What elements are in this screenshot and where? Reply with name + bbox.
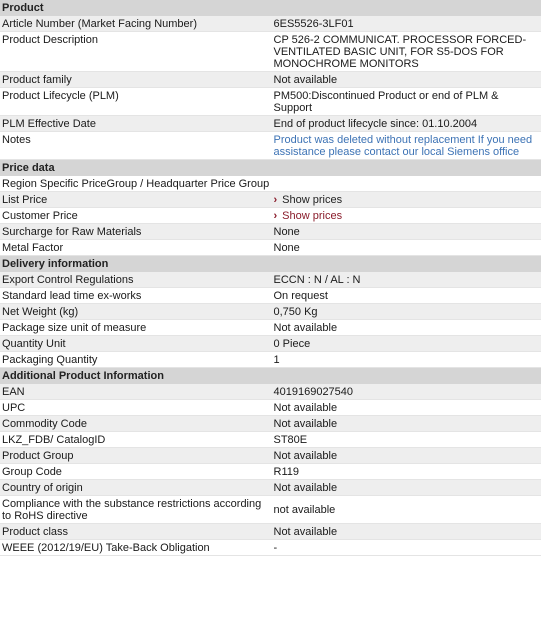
row-value: 6ES5526-3LF01 (271, 16, 541, 32)
row-product-description (0, 32, 541, 72)
row-value: None (271, 224, 541, 240)
section-header-additional (0, 368, 541, 385)
row-ean (0, 384, 541, 400)
section-title: Product (0, 0, 541, 16)
row-packaging-quantity (0, 352, 541, 368)
row-export-control (0, 272, 541, 288)
row-product-lifecycle (0, 88, 541, 116)
row-value: ST80E (271, 432, 541, 448)
row-label: Country of origin (0, 480, 271, 496)
row-product-family (0, 72, 541, 88)
row-value: 0,750 Kg (271, 304, 541, 320)
row-article-number (0, 16, 541, 32)
section-title: Price data (0, 160, 541, 177)
row-value: 4019169027540 (271, 384, 541, 400)
row-commodity-code (0, 416, 541, 432)
row-value: Not available (271, 72, 541, 88)
row-label: Product family (0, 72, 271, 88)
row-label: Surcharge for Raw Materials (0, 224, 271, 240)
row-value: None (271, 240, 541, 256)
row-value: Not available (271, 480, 541, 496)
row-label: Export Control Regulations (0, 272, 271, 288)
row-value: 0 Piece (271, 336, 541, 352)
row-value: On request (271, 288, 541, 304)
row-product-group (0, 448, 541, 464)
row-value: ECCN : N / AL : N (271, 272, 541, 288)
row-label: Article Number (Market Facing Number) (0, 16, 271, 32)
row-value: R119 (271, 464, 541, 480)
row-rohs-compliance (0, 496, 541, 524)
row-weee (0, 540, 541, 556)
row-label: Product Lifecycle (PLM) (0, 88, 271, 116)
row-label: Product Description (0, 32, 271, 72)
row-label: UPC (0, 400, 271, 416)
row-value: not available (271, 496, 541, 524)
row-net-weight (0, 304, 541, 320)
chevron-right-icon: › (273, 194, 278, 206)
section-header-delivery (0, 256, 541, 273)
row-value: End of product lifecycle since: 01.10.2004 (271, 116, 541, 132)
row-label: Region Specific PriceGroup / Headquarter Price Group (0, 176, 541, 192)
row-value: Not available (271, 400, 541, 416)
row-value: Not available (271, 524, 541, 540)
row-label: LKZ_FDB/ CatalogID (0, 432, 271, 448)
section-title: Delivery information (0, 256, 541, 273)
row-region-price-group (0, 176, 541, 192)
row-customer-price (0, 208, 541, 224)
row-label: PLM Effective Date (0, 116, 271, 132)
row-package-size (0, 320, 541, 336)
show-prices-link-customer[interactable] (274, 210, 343, 222)
section-header-price (0, 160, 541, 177)
row-lead-time (0, 288, 541, 304)
row-label: Standard lead time ex-works (0, 288, 271, 304)
row-value: Not available (271, 448, 541, 464)
notes-text: Product was deleted without replacement If you need assistance please contact our local Siemens office (271, 132, 541, 160)
row-label: Notes (0, 132, 271, 160)
row-label: Packaging Quantity (0, 352, 271, 368)
row-label: Product class (0, 524, 271, 540)
row-label: EAN (0, 384, 271, 400)
row-label: Product Group (0, 448, 271, 464)
section-title: Additional Product Information (0, 368, 541, 385)
row-value: - (271, 540, 541, 556)
row-label: WEEE (2012/19/EU) Take-Back Obligation (0, 540, 271, 556)
row-label: Package size unit of measure (0, 320, 271, 336)
row-list-price (0, 192, 541, 208)
row-label: Customer Price (0, 208, 271, 224)
row-value: Not available (271, 320, 541, 336)
row-label: Group Code (0, 464, 271, 480)
row-catalog-id (0, 432, 541, 448)
row-group-code (0, 464, 541, 480)
row-upc (0, 400, 541, 416)
row-label: List Price (0, 192, 271, 208)
row-notes (0, 132, 541, 160)
row-value: Not available (271, 416, 541, 432)
row-value: CP 526-2 COMMUNICAT. PROCESSOR FORCED-VENTILATED BASIC UNIT, FOR S5-DOS FOR MONOCHROME MONITORS (271, 32, 541, 72)
link-label: Show prices (282, 210, 343, 222)
row-product-class (0, 524, 541, 540)
row-plm-effective-date (0, 116, 541, 132)
row-label: Commodity Code (0, 416, 271, 432)
row-value: 1 (271, 352, 541, 368)
row-value: PM500:Discontinued Product or end of PLM & Support (271, 88, 541, 116)
row-country-of-origin (0, 480, 541, 496)
row-label: Net Weight (kg) (0, 304, 271, 320)
link-label: Show prices (282, 194, 343, 206)
row-surcharge-raw-materials (0, 224, 541, 240)
row-label: Compliance with the substance restrictions according to RoHS directive (0, 496, 271, 524)
row-label: Metal Factor (0, 240, 271, 256)
row-label: Quantity Unit (0, 336, 271, 352)
chevron-right-icon: › (273, 210, 278, 222)
show-prices-link-list[interactable] (274, 194, 343, 206)
row-metal-factor (0, 240, 541, 256)
section-header-product (0, 0, 541, 16)
row-quantity-unit (0, 336, 541, 352)
